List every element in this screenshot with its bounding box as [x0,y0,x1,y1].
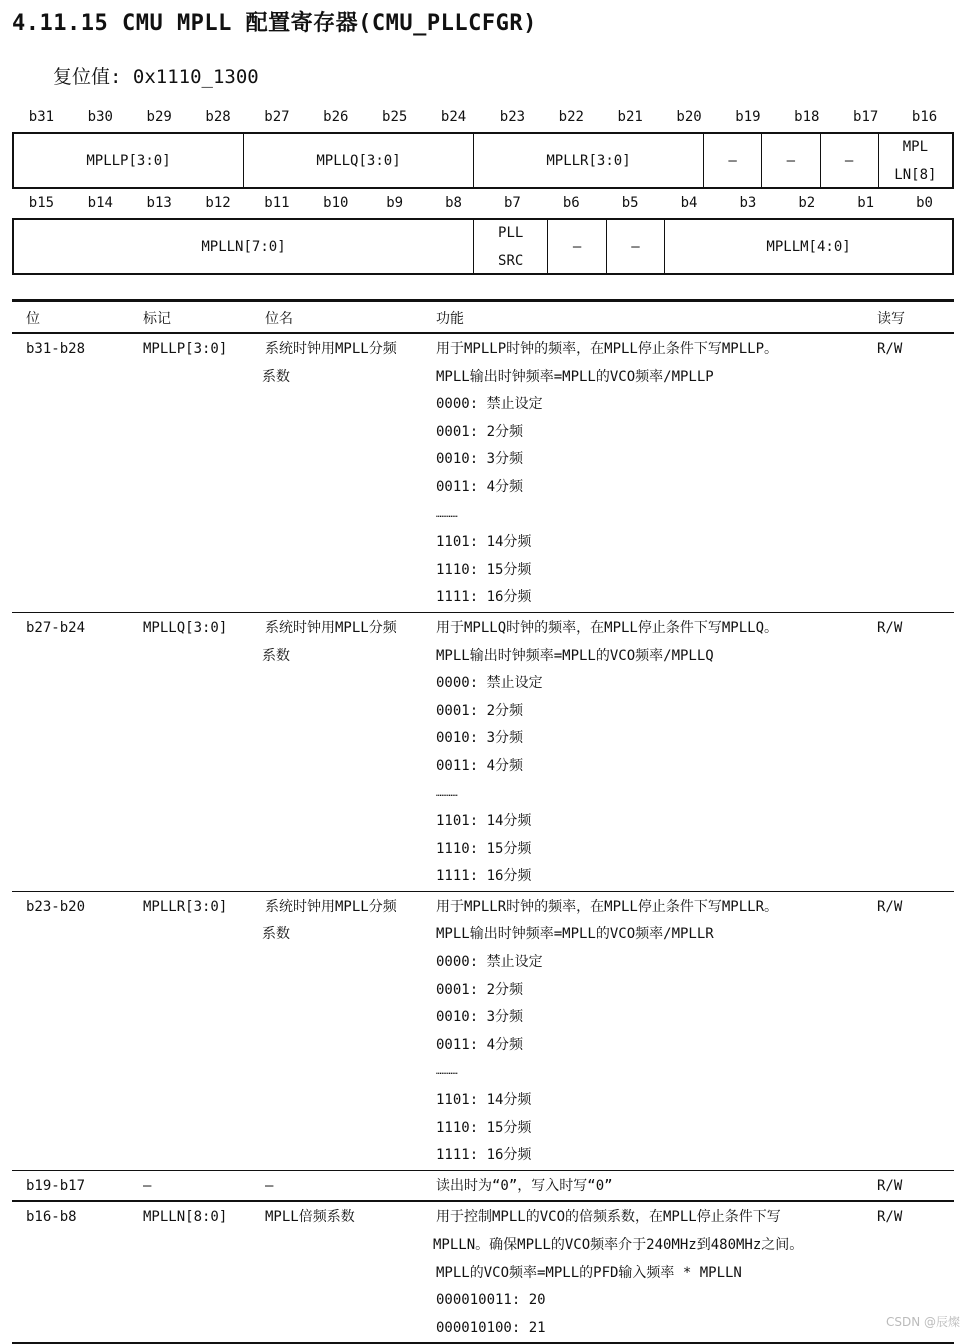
read-write: R/W [877,341,903,357]
bit-label: b2 [798,195,816,211]
function-line: ………… [436,1067,458,1078]
bit-label: b22 [558,109,584,125]
bit-labels-high [12,109,954,125]
bit-label: b6 [562,195,580,211]
column-header: 读写 [877,311,905,327]
bit-label: b30 [87,109,113,125]
read-write: R/W [877,898,903,915]
function-line: 0010: 3分频 [436,451,524,468]
watermark: CSDN @辰燦 [885,1315,960,1329]
function-line: 1110: 15分频 [436,561,532,578]
column-header: 位名 [265,311,293,327]
bit-description-table [12,299,954,1344]
field-name-line: 系统时钟用MPLL分频 [265,619,397,636]
bit-label: b29 [146,109,172,125]
function-line: MPLL输出时钟频率=MPLL的VCO频率/MPLLR [436,926,714,943]
field-mark: – [143,1177,152,1194]
bit-label: b16 [911,109,938,125]
field-name-line: 系统时钟用MPLL分频 [265,898,397,915]
field-mark: MPLLR[3:0] [143,898,228,915]
function-line: 用于控制MPLL的VCO的倍频系数，在MPLL停止条件下写 [436,1209,781,1226]
bit-label: b23 [499,109,526,125]
function-line: 0010: 3分频 [436,730,524,747]
table-row [12,613,954,892]
bit-range: b23-b20 [26,898,86,915]
bit-range: b27-b24 [26,619,86,636]
field-name-line: 系数 [262,368,290,385]
function-line: 1111: 16分频 [436,1147,532,1164]
register-fields-low [12,218,954,275]
function-line: 000010100: 21 [436,1319,546,1336]
field-name [262,336,397,391]
function-line: 1111: 16分频 [436,868,532,885]
bit-label: b7 [504,195,521,211]
table-header [12,299,954,334]
register-fields-high [12,132,954,189]
field-function [436,336,974,612]
function-line: 1110: 15分频 [436,840,532,857]
bit-label: b21 [617,109,643,125]
table-row [12,1171,954,1203]
function-line: ………… [436,788,458,799]
bit-label: b28 [205,109,231,125]
read-write: R/W [877,1177,903,1194]
bit-label: b14 [87,195,113,211]
register-field: MPLLQ[3:0] [244,134,474,187]
function-line: 0011: 4分频 [436,757,524,774]
field-name-line: MPLL倍频系数 [265,1209,355,1226]
register-field: – [548,220,606,273]
bit-label: b26 [323,109,349,125]
function-line: 0011: 4分频 [436,1036,524,1053]
function-line: 0001: 2分频 [436,423,524,440]
field-mark: MPLLP[3:0] [143,341,228,357]
function-line: 0011: 4分频 [436,478,524,495]
table-row [12,334,954,613]
bit-label: b25 [382,109,408,125]
function-line: MPLL的VCO频率=MPLL的PFD输入频率 * MPLLN [436,1264,742,1281]
read-write: R/W [877,619,903,636]
function-line: 0000: 禁止设定 [436,954,543,971]
field-name-line: – [265,1177,274,1194]
function-line: 用于MPLLQ时钟的频率，在MPLL停止条件下写MPLLQ。 [436,619,779,636]
function-line: MPLL输出时钟频率=MPLL的VCO频率/MPLLP [436,368,714,385]
field-name-line: 系统时钟用MPLL分频 [265,341,397,357]
field-name [265,1204,355,1232]
function-line: 0010: 3分频 [436,1009,524,1026]
bit-label: b18 [794,109,820,125]
function-line: 用于MPLLR时钟的频率，在MPLL停止条件下写MPLLR。 [436,898,779,915]
register-field: – [704,134,762,187]
function-line: MPLL输出时钟频率=MPLL的VCO频率/MPLLQ [436,647,714,664]
function-line: 0001: 2分频 [436,702,524,719]
reset-value: 复位值: 0x1110_1300 [53,66,259,88]
bit-label: b12 [205,195,231,211]
register-field: MPL LN[8] [894,138,937,183]
function-line: 1101: 14分频 [436,1092,532,1109]
bit-range: b19-b17 [26,1177,86,1194]
field-name-line: 系数 [262,647,290,664]
field-mark: MPLLQ[3:0] [143,619,228,636]
bit-label: b27 [264,109,290,125]
bit-label: b0 [916,195,933,211]
register-field: PLL SRC [474,220,548,273]
register-field: MPLLR[3:0] [474,134,704,187]
column-header: 功能 [436,311,464,327]
register-field: MPLLM[4:0] [766,238,851,255]
field-name [262,615,397,670]
bit-range: b31-b28 [26,341,86,357]
bit-label: b8 [445,195,462,211]
bit-label: b19 [735,109,761,125]
bit-label: b13 [146,195,172,211]
bit-label: b24 [440,109,467,125]
function-line: 0000: 禁止设定 [436,675,543,692]
bit-label: b10 [323,195,349,211]
function-line: 0000: 禁止设定 [436,396,543,413]
table-row [12,1202,954,1344]
bit-label: b31 [28,109,55,125]
bit-range: b16-b8 [26,1209,77,1226]
register-field: – [821,134,879,187]
field-name-line: 系数 [262,926,290,943]
bit-labels-low [12,195,954,211]
read-write: R/W [877,1209,903,1226]
function-line: 1101: 14分频 [436,813,532,830]
column-header: 位 [26,311,40,327]
register-field: – [762,134,820,187]
field-name [262,894,397,949]
bit-label: b20 [676,109,702,125]
function-line: ………… [436,509,458,520]
bit-label: b9 [386,195,404,211]
function-line: 000010011: 20 [436,1292,546,1309]
field-function [436,894,974,1170]
register-field: MPLLP[3:0] [14,134,244,187]
section-title: 4.11.15 CMU MPLL 配置寄存器(CMU_PLLCFGR) [12,11,537,36]
field-function [436,615,974,891]
function-line: 1111: 16分频 [436,589,532,606]
table-row [12,892,954,1171]
bit-label: b15 [28,195,55,211]
register-field: – [607,220,665,273]
bit-label: b4 [680,195,698,211]
field-mark: MPLLN[8:0] [143,1209,228,1226]
bit-label: b17 [853,109,879,125]
bit-label: b11 [264,195,290,211]
function-line: 1101: 14分频 [436,534,532,551]
function-line: 用于MPLLP时钟的频率，在MPLL停止条件下写MPLLP。 [436,341,779,357]
function-line: 0001: 2分频 [436,981,524,998]
bit-label: b5 [621,195,639,211]
column-header: 标记 [143,311,171,327]
function-line: 读出时为“0”，写入时写“0” [436,1177,613,1194]
bit-label: b3 [739,195,757,211]
field-name [265,1173,273,1201]
bit-label: b1 [857,195,875,211]
function-line: 1110: 15分频 [436,1119,532,1136]
register-field: MPLLN[7:0] [14,220,474,273]
function-line: MPLLN。确保MPLL的VCO频率介于240MHz到480MHz之间。 [433,1237,804,1253]
